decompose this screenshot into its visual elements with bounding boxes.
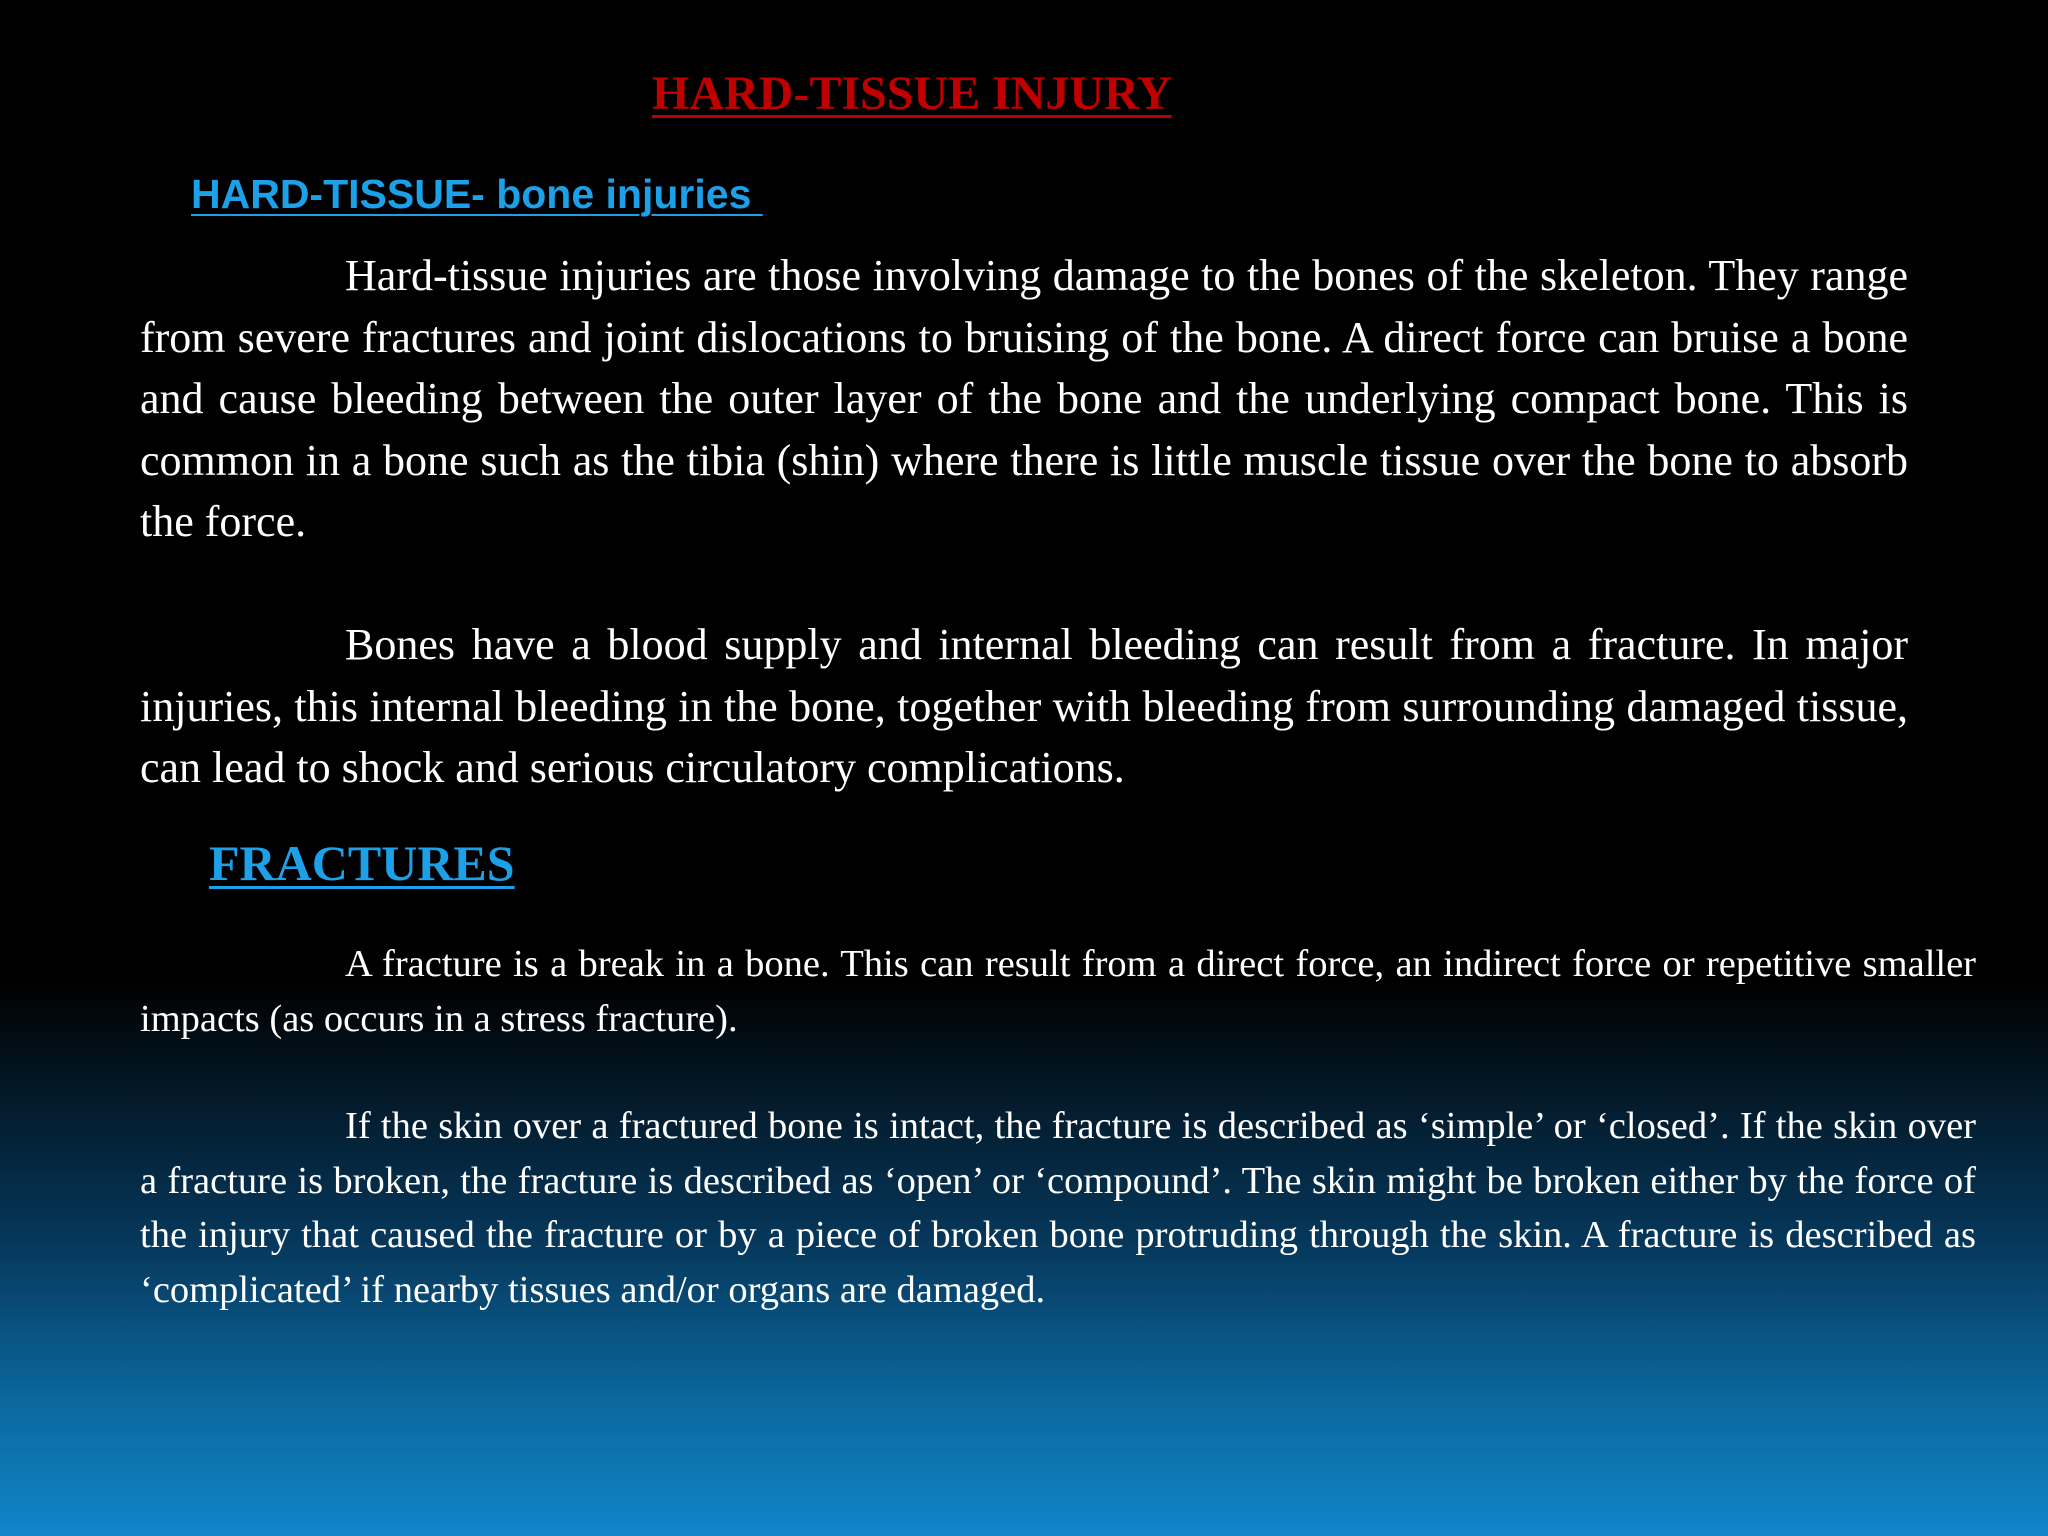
paragraph-fracture-types: If the skin over a fractured bone is intact, the fracture is described as ‘simple’ or ‘closed’. If the skin over a fracture is broken, the fracture is described as ‘open’ or ‘compound’. The skin might be broken either by the force of the injury that caused the fracture or by a piece of broken bone protruding through the skin. A fracture is described as ‘complicated’ if nearby tissues and/or organs are damaged. [140,1105,1976,1311]
paragraph-blood-supply: Bones have a blood supply and internal bleeding can result from a fracture. In major injuries, this internal bleeding in the bone, together with bleeding from surrounding damaged tissue, can lead to shock and serious circulatory complications. [140,620,1908,792]
section-heading-bone-injuries: HARD-TISSUE- bone injuries [191,171,763,217]
section-heading-fractures: FRACTURES [209,835,515,891]
slide-title: HARD-TISSUE INJURY [652,67,1172,120]
paragraph-hard-tissue-definition: Hard-tissue injuries are those involving damage to the bones of the skeleton. They range from severe fractures and joint dislocations to bruising of the bone. A direct force can bruise a bone and cause bleeding between the outer layer of the bone and the underlying compact bone. This is common in a bone such as the tibia (shin) where there is little muscle tissue over the bone to absorb the force. [140,251,1908,546]
paragraph-fracture-definition: A fracture is a break in a bone. This can result from a direct force, an indirect force or repetitive smaller impacts (as occurs in a stress fracture). [140,943,1976,1040]
